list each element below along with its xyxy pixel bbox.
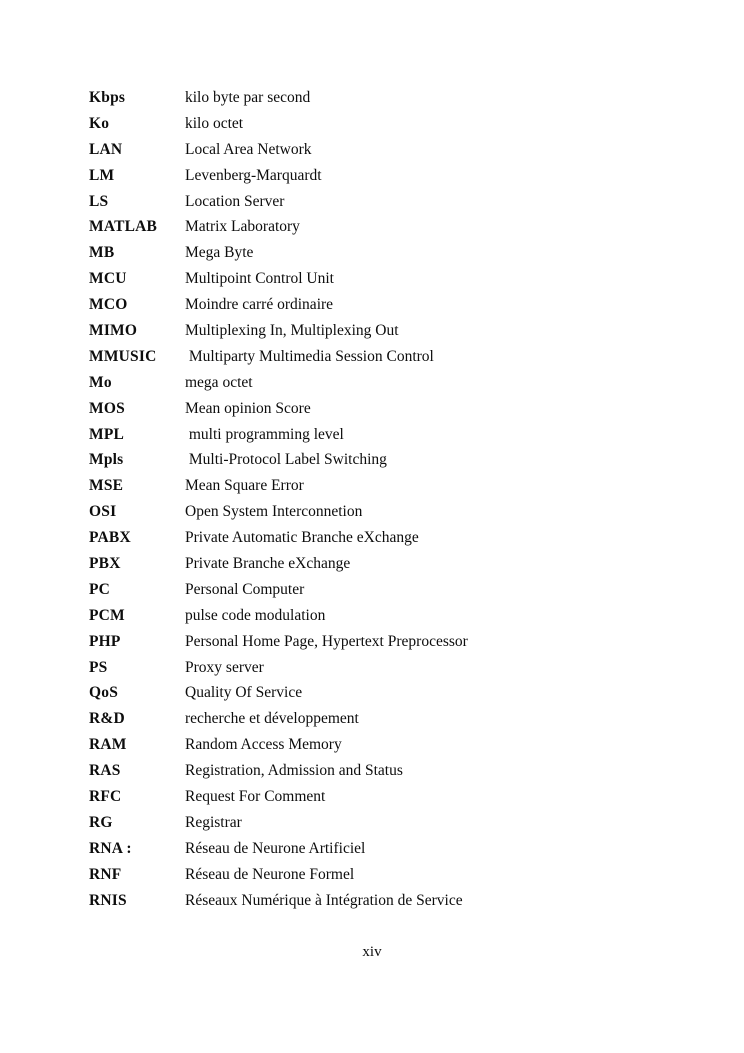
abbreviation-row: [89, 292, 669, 318]
abbreviation-term: Ko: [89, 114, 110, 132]
abbreviation-definition: Registration, Admission and Status: [185, 762, 403, 780]
abbreviation-row: [89, 137, 669, 163]
abbreviation-term: MSE: [89, 477, 124, 495]
abbreviation-term: MATLAB: [89, 218, 158, 236]
abbreviation-row: [89, 603, 669, 629]
abbreviation-definition: recherche et développement: [185, 710, 359, 728]
abbreviation-definition: Matrix Laboratory: [185, 218, 300, 236]
abbreviation-row: [89, 189, 669, 215]
abbreviation-row: [89, 629, 669, 655]
abbreviation-definition: Open System Interconnetion: [185, 503, 363, 521]
abbreviation-row: [89, 758, 669, 784]
abbreviation-row: [89, 214, 669, 240]
abbreviation-row: [89, 706, 669, 732]
abbreviation-term: RAS: [89, 762, 121, 780]
abbreviation-definition: Request For Comment: [185, 788, 326, 806]
abbreviation-term: QoS: [89, 684, 119, 702]
abbreviation-definition: Location Server: [185, 192, 285, 210]
abbreviation-row: [89, 240, 669, 266]
abbreviation-row: [89, 85, 669, 111]
abbreviation-term: Kbps: [89, 89, 126, 106]
abbreviation-row: [89, 888, 669, 914]
abbreviation-definition: Private Branche eXchange: [185, 555, 351, 573]
abbreviation-row: [89, 447, 669, 473]
abbreviation-term: PC: [89, 580, 111, 598]
abbreviation-definition: Réseau de Neurone Artificiel: [185, 839, 366, 857]
abbreviation-row: [89, 473, 669, 499]
abbreviation-row: [89, 396, 669, 422]
abbreviation-row: [89, 655, 669, 681]
abbreviation-row: [89, 266, 669, 292]
abbreviation-definition: kilo octet: [185, 114, 244, 132]
abbreviation-definition: Mega Byte: [185, 244, 254, 262]
abbreviation-row: [89, 370, 669, 396]
abbreviation-term: PHP: [89, 632, 121, 650]
abbreviation-definition: Réseaux Numérique à Intégration de Service: [185, 891, 463, 909]
page-number: xiv: [362, 944, 382, 960]
abbreviation-row: [89, 111, 669, 137]
abbreviation-row: [89, 577, 669, 603]
abbreviation-term: MCO: [89, 296, 128, 314]
abbreviation-definition: Moindre carré ordinaire: [185, 296, 334, 314]
abbreviation-term: Mpls: [89, 451, 124, 469]
abbreviation-definition: Multi-Protocol Label Switching: [185, 451, 387, 469]
abbreviation-definition: pulse code modulation: [185, 606, 326, 624]
abbreviation-definition: Registrar: [185, 813, 242, 831]
abbreviation-definition: Levenberg-Marquardt: [185, 166, 322, 184]
abbreviation-term: RAM: [89, 736, 127, 754]
abbreviation-definition: Réseau de Neurone Formel: [185, 865, 355, 883]
abbreviation-definition: kilo byte par second: [185, 89, 311, 106]
abbreviation-definition: Multiparty Multimedia Session Control: [185, 347, 434, 365]
abbreviation-definition: Quality Of Service: [185, 684, 303, 702]
abbreviation-definition: Personal Computer: [185, 580, 305, 598]
abbreviation-definition: Private Automatic Branche eXchange: [185, 529, 419, 547]
abbreviation-definition: Multipoint Control Unit: [185, 270, 334, 288]
abbreviation-definition: Mean Square Error: [185, 477, 304, 495]
abbreviation-term: MB: [89, 244, 115, 262]
abbreviation-term: LM: [89, 166, 115, 184]
abbreviation-row: [89, 422, 669, 448]
abbreviation-definition: Proxy server: [185, 658, 264, 676]
abbreviations-list: [89, 85, 669, 914]
abbreviation-term: LAN: [89, 140, 123, 158]
abbreviation-term: MIMO: [89, 322, 138, 340]
abbreviation-definition: Mean opinion Score: [185, 399, 311, 417]
abbreviation-term: RG: [89, 813, 113, 831]
abbreviation-row: [89, 499, 669, 525]
abbreviation-row: [89, 318, 669, 344]
abbreviation-term: PCM: [89, 606, 125, 624]
abbreviation-row: [89, 732, 669, 758]
abbreviation-term: MOS: [89, 399, 125, 417]
abbreviation-term: MPL: [89, 425, 125, 443]
abbreviation-term: RFC: [89, 788, 122, 806]
abbreviation-term: OSI: [89, 503, 117, 521]
abbreviation-row: [89, 862, 669, 888]
abbreviation-row: [89, 344, 669, 370]
abbreviation-definition: Random Access Memory: [185, 736, 342, 754]
abbreviation-definition: multi programming level: [185, 425, 344, 443]
abbreviation-term: R&D: [89, 710, 125, 728]
abbreviation-term: MMUSIC: [89, 347, 157, 365]
abbreviation-term: LS: [89, 192, 109, 210]
abbreviation-row: [89, 680, 669, 706]
abbreviation-term: PABX: [89, 529, 131, 547]
abbreviation-term: MCU: [89, 270, 127, 288]
abbreviation-row: [89, 163, 669, 189]
abbreviation-term: PS: [89, 658, 108, 676]
abbreviation-definition: Multiplexing In, Multiplexing Out: [185, 322, 399, 340]
abbreviation-term: RNA :: [89, 839, 132, 857]
abbreviation-row: [89, 810, 669, 836]
abbreviation-row: [89, 551, 669, 577]
abbreviation-definition: mega octet: [185, 373, 253, 391]
abbreviation-definition: Local Area Network: [185, 140, 312, 158]
abbreviation-term: RNIS: [89, 891, 127, 909]
abbreviation-row: [89, 836, 669, 862]
abbreviation-row: [89, 525, 669, 551]
abbreviation-definition: Personal Home Page, Hypertext Preprocessor: [185, 632, 468, 650]
abbreviation-row: [89, 784, 669, 810]
abbreviation-term: PBX: [89, 555, 121, 573]
abbreviation-term: RNF: [89, 865, 122, 883]
abbreviation-term: Mo: [89, 373, 112, 391]
